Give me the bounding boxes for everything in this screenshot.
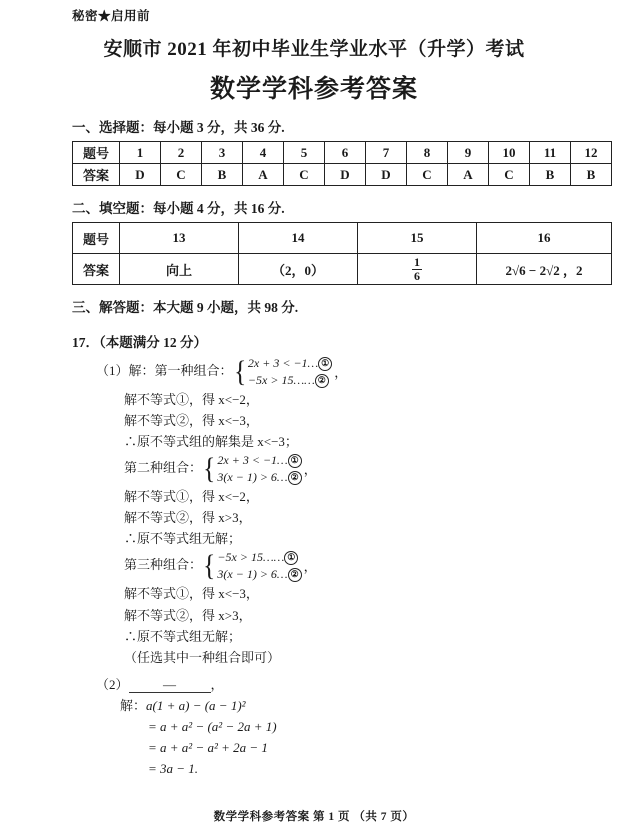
answer-cell: B bbox=[530, 164, 571, 186]
inequality-1: −5x > 15…… bbox=[217, 550, 285, 565]
section-3-heading: 三、解答题：本大题 9 小题，共 98 分. bbox=[72, 300, 299, 315]
combo-2-label: 第二种组合： bbox=[124, 460, 203, 476]
part1-lead: （1）解：第一种组合： bbox=[96, 363, 233, 379]
inequality-system-3 bbox=[202, 549, 317, 583]
trailing-comma: ， bbox=[303, 461, 317, 477]
solution-label: 解： bbox=[120, 697, 147, 713]
trailing-comma: ， bbox=[210, 676, 224, 692]
row-header-question: 题号 bbox=[73, 223, 120, 254]
question-number: 14 bbox=[239, 223, 358, 254]
solution-line: 解不等式①，得 x<−3， bbox=[124, 586, 259, 602]
answer-cell: A bbox=[448, 164, 489, 186]
solution-line bbox=[96, 549, 628, 583]
solution-line: ∴原不等式组的解集是 x<−3； bbox=[124, 434, 298, 450]
circled-2-icon: ② bbox=[288, 568, 302, 582]
left-brace-icon: { bbox=[203, 549, 216, 583]
question-number: 15 bbox=[358, 223, 477, 254]
answer-cell: D bbox=[120, 164, 161, 186]
solution-line: ∴原不等式组无解； bbox=[124, 628, 242, 644]
fraction bbox=[412, 256, 422, 282]
part-2-number: （2） bbox=[96, 676, 129, 692]
expression-2: = a + a² − a² + 2a − 1 bbox=[148, 739, 268, 755]
table-row bbox=[73, 142, 612, 164]
solution-line: 解不等式②，得 x>3， bbox=[124, 607, 252, 623]
circled-1-icon: ① bbox=[288, 454, 302, 468]
page-footer: 数学学科参考答案 第 1 页 （共 7 页） bbox=[213, 811, 415, 823]
fraction-numerator: 1 bbox=[414, 254, 420, 269]
question-number: 1 bbox=[120, 142, 161, 164]
question-number: 16 bbox=[477, 223, 612, 254]
row-header-answer: 答案 bbox=[73, 254, 120, 285]
left-brace-icon: { bbox=[233, 354, 246, 388]
question-number: 7 bbox=[366, 142, 407, 164]
part-2-lead bbox=[96, 668, 628, 695]
inequality-1: 2x + 3 < −1… bbox=[247, 356, 319, 370]
answer-cell: C bbox=[161, 164, 202, 186]
left-brace-icon: { bbox=[203, 451, 216, 485]
trailing-comma: ， bbox=[303, 558, 317, 574]
circled-1-icon: ① bbox=[284, 551, 298, 565]
solution-line: ∴原不等式组无解； bbox=[124, 531, 242, 547]
expression-3: = 3a − 1. bbox=[148, 760, 199, 776]
multiple-choice-answer-table bbox=[72, 141, 612, 186]
answer-cell: B bbox=[202, 164, 243, 186]
problem-17-body bbox=[0, 355, 628, 779]
answer-cell: B bbox=[571, 164, 612, 186]
section-1-heading: 一、选择题：每小题 3 分，共 36 分. bbox=[72, 120, 285, 135]
solution-line: 解不等式①，得 x<−2， bbox=[124, 392, 259, 408]
table-row bbox=[73, 254, 612, 285]
question-number: 12 bbox=[571, 142, 612, 164]
question-number: 8 bbox=[407, 142, 448, 164]
circled-2-icon: ② bbox=[315, 374, 329, 388]
answer-cell: C bbox=[489, 164, 530, 186]
page-subtitle: 数学学科参考答案 bbox=[209, 76, 418, 103]
answer-cell-15 bbox=[358, 254, 477, 285]
fill-blank-answer-table bbox=[72, 222, 612, 285]
question-number: 6 bbox=[325, 142, 366, 164]
section-2-heading: 二、填空题：每小题 4 分，共 16 分. bbox=[72, 201, 285, 216]
question-number: 4 bbox=[243, 142, 284, 164]
expression-1: = a + a² − (a² − 2a + 1) bbox=[148, 718, 277, 734]
inequality-2: 3(x − 1) > 6… bbox=[217, 567, 288, 582]
answer-cell-13: 向上 bbox=[120, 254, 239, 285]
combo-3-label: 第三种组合： bbox=[124, 557, 203, 573]
inequality-2: −5x > 15…… bbox=[247, 373, 315, 388]
page-title: 安顺市 2021 年初中毕业生学业水平（升学）考试 bbox=[103, 39, 525, 60]
answer-cell: C bbox=[284, 164, 325, 186]
solution-line bbox=[96, 355, 628, 389]
answer-cell: D bbox=[325, 164, 366, 186]
answer-cell-16: 2√6 − 2√2 ，2 bbox=[477, 254, 612, 285]
answer-cell: D bbox=[366, 164, 407, 186]
answer-cell: A bbox=[243, 164, 284, 186]
solution-line bbox=[96, 737, 628, 758]
secret-label: 秘密★启用前 bbox=[72, 9, 151, 23]
inequality-2: 3(x − 1) > 6… bbox=[217, 470, 288, 485]
answer-cell-14: （2，0） bbox=[239, 254, 358, 285]
combination-note: （任选其中一种组合即可） bbox=[124, 649, 281, 665]
question-number: 5 bbox=[284, 142, 325, 164]
solution-line: 解不等式②，得 x>3， bbox=[124, 510, 252, 526]
row-header-answer: 答案 bbox=[73, 164, 120, 186]
question-number: 3 bbox=[202, 142, 243, 164]
fraction-denominator: 6 bbox=[414, 268, 420, 283]
solution-line bbox=[96, 758, 628, 779]
answer-cell: C bbox=[407, 164, 448, 186]
solution-line bbox=[96, 695, 628, 716]
question-number: 2 bbox=[161, 142, 202, 164]
inequality-1: 2x + 3 < −1… bbox=[217, 453, 288, 468]
solution-line bbox=[96, 452, 628, 486]
circled-2-icon: ② bbox=[288, 471, 302, 485]
table-row bbox=[73, 223, 612, 254]
question-number: 10 bbox=[489, 142, 530, 164]
question-number: 11 bbox=[530, 142, 571, 164]
solution-line bbox=[96, 716, 628, 737]
circled-1-icon: ① bbox=[318, 357, 332, 371]
row-header-question: 题号 bbox=[73, 142, 120, 164]
solution-line: 解不等式①，得 x<−2， bbox=[124, 489, 259, 505]
solution-line: 解不等式②，得 x<−3， bbox=[124, 413, 259, 429]
problem-17-label: 17．（本题满分 12 分） bbox=[72, 335, 207, 350]
inequality-system-2 bbox=[202, 452, 317, 486]
table-row bbox=[73, 164, 612, 186]
answer-blank: — bbox=[129, 678, 211, 693]
question-number: 13 bbox=[120, 223, 239, 254]
expression-0: a(1 + a) − (a − 1)² bbox=[146, 697, 246, 713]
trailing-comma: ， bbox=[334, 364, 348, 380]
inequality-system-1 bbox=[233, 355, 348, 389]
question-number: 9 bbox=[448, 142, 489, 164]
